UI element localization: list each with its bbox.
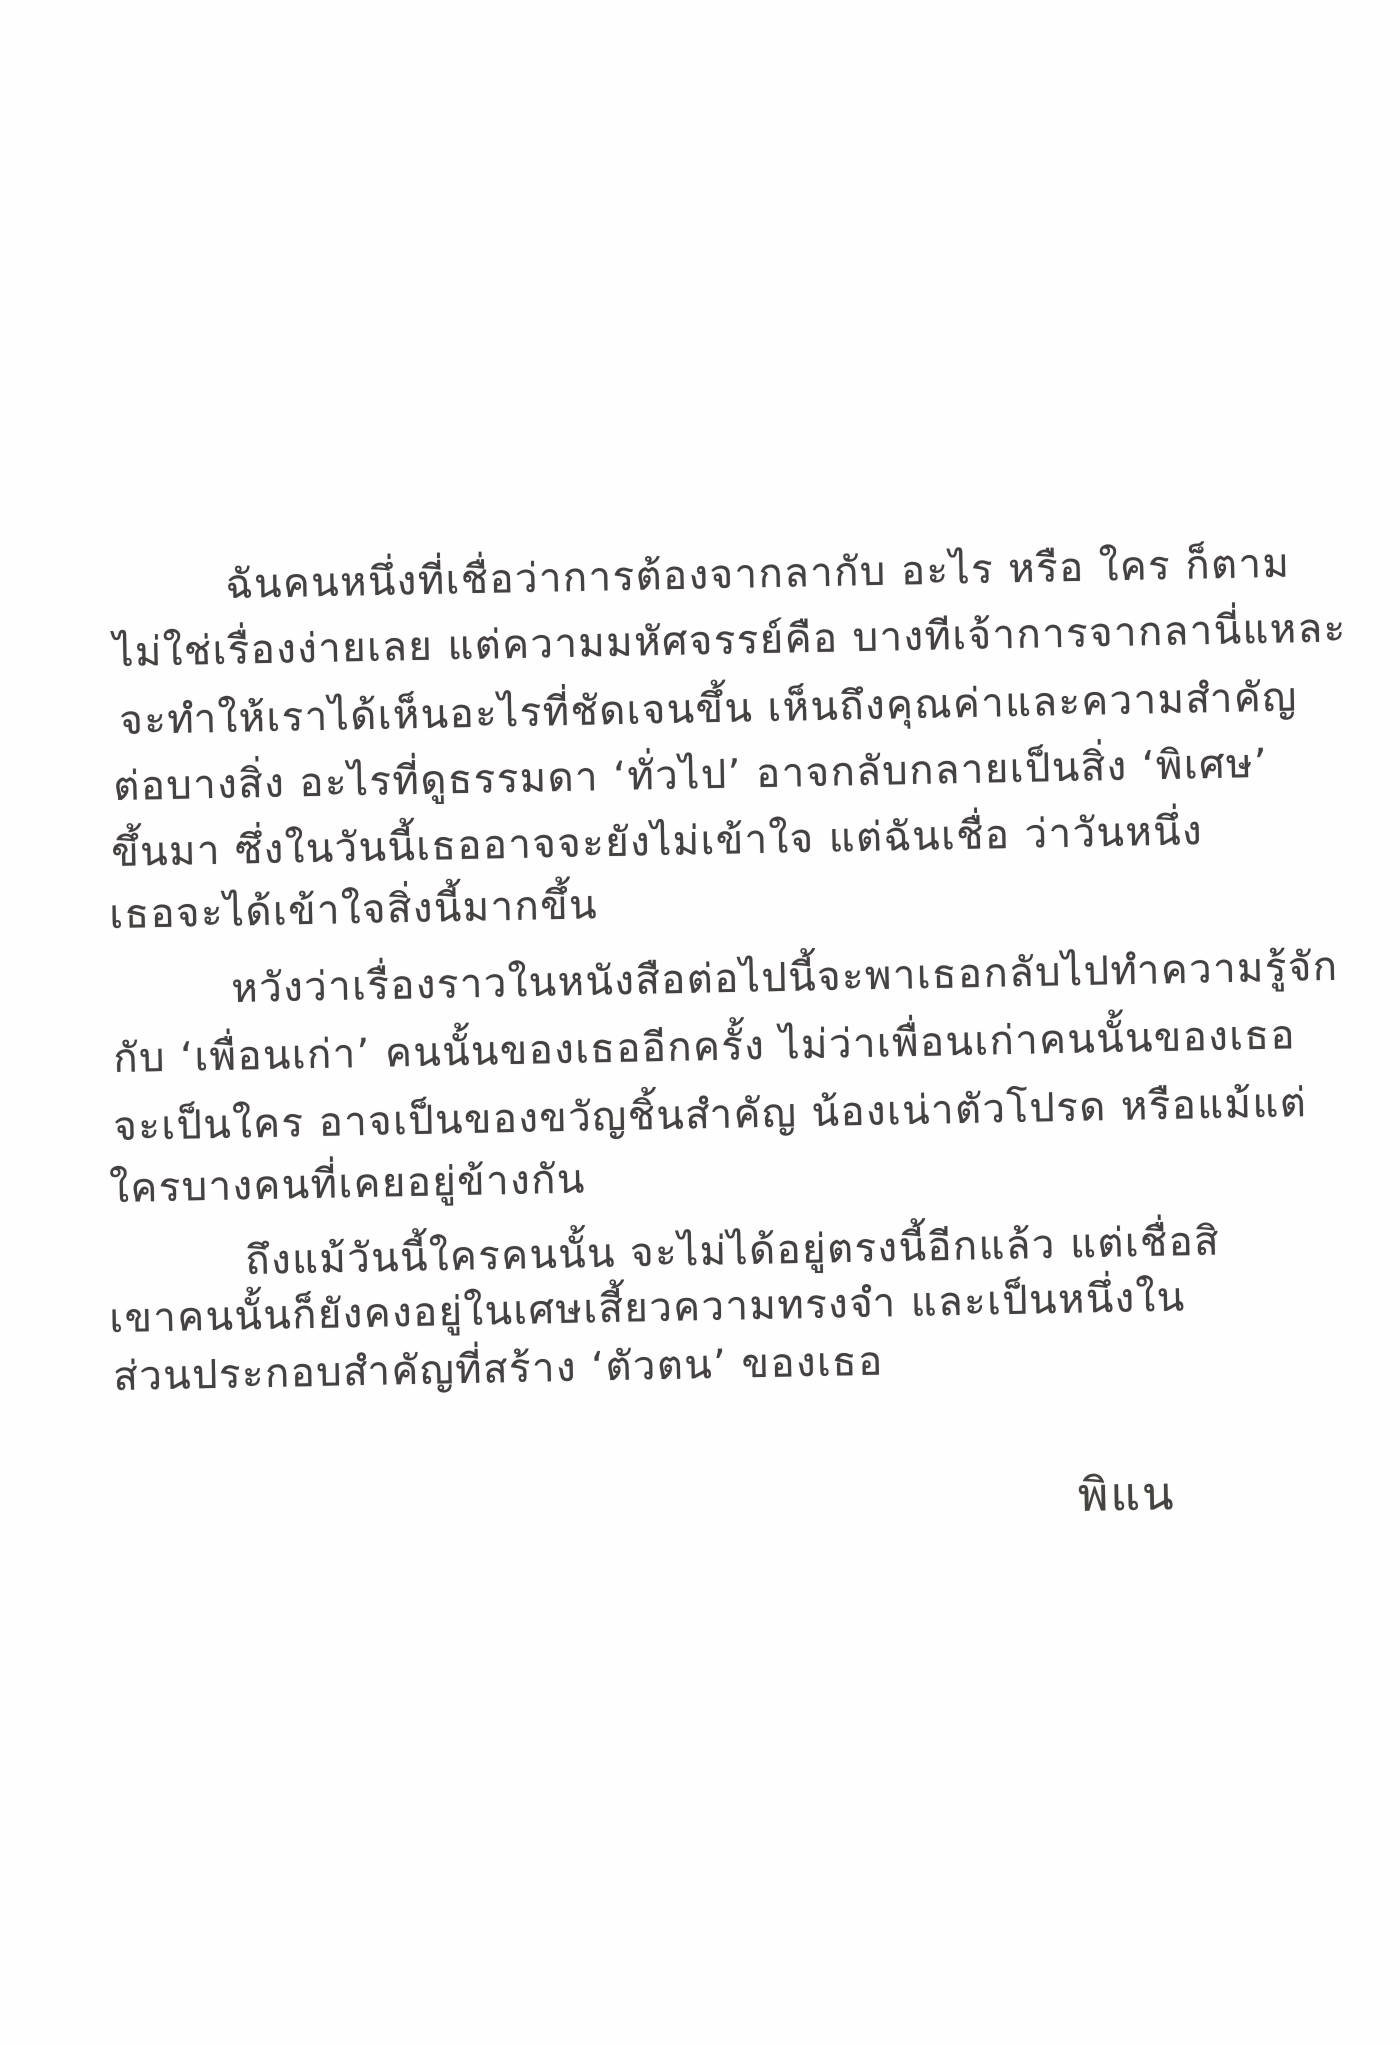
handwritten-line: เธอจะได้เข้าใจสิ่งนี้มากขึ้น	[108, 882, 599, 939]
handwritten-line: กับ ‘เพื่อนเก่า’ คนนั้นของเธออีกครั้ง ไม่ว่าเพื่อนเก่าคนนั้นของเธอ	[112, 1012, 1297, 1083]
handwritten-line: เขาคนนั้นก็ยังคงอยู่ในเศษเสี้ยวความทรงจำ และเป็นหนึ่งใน	[108, 1274, 1187, 1343]
handwritten-line: ไม่ใช่เรื่องง่ายเลย แต่ความมหัศจรรย์คือ บางทีเจ้าการจากลานี่แหละ	[112, 605, 1348, 677]
handwritten-line: จะทำให้เราได้เห็นอะไรที่ชัดเจนขึ้น เห็นถึงคุณค่าและความสำคัญ	[118, 674, 1299, 745]
handwritten-line: ต่อบางสิ่ง อะไรที่ดูธรรมดา ‘ทั่วไป’ อาจกลับกลายเป็นสิ่ง ‘พิเศษ’	[112, 740, 1269, 811]
handwritten-line: ถึงแม้วันนี้ใครคนนั้น จะไม่ได้อยู่ตรงนี้อีกแล้ว แต่เชื่อสิ	[244, 1218, 1221, 1285]
handwritten-line: จะเป็นใคร อาจเป็นของขวัญชิ้นสำคัญ น้องเน่าตัวโปรด หรือแม้แต่	[112, 1080, 1308, 1151]
signature: พิแน	[1077, 1466, 1176, 1522]
handwritten-line: ส่วนประกอบสำคัญที่สร้าง ‘ตัวตน’ ของเธอ	[112, 1338, 885, 1401]
handwritten-line: ฉันคนหนึ่งที่เชื่อว่าการต้องจากลากับ อะไร หรือ ใคร ก็ตาม	[224, 540, 1291, 609]
handwritten-line: ขึ้นมา ซึ่งในวันนี้เธออาจจะยังไม่เข้าใจ แต่ฉันเชื่อ ว่าวันหนึ่ง	[110, 808, 1204, 877]
handwritten-line: ใครบางคนที่เคยอยู่ข้างกัน	[108, 1156, 587, 1213]
handwritten-line: หวังว่าเรื่องราวในหนังสือต่อไปนี้จะพาเธอกลับไปทำความรู้จัก	[230, 943, 1339, 1013]
